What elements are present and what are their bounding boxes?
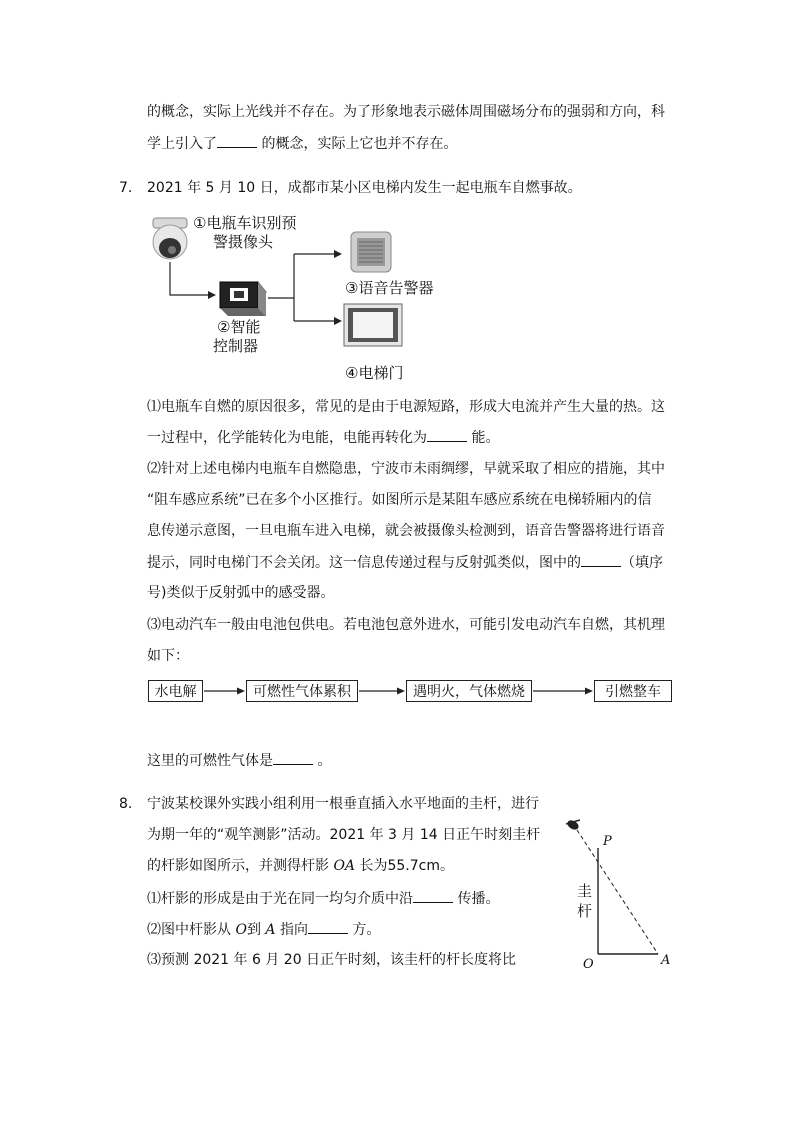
q7-part2-line4 bbox=[147, 552, 663, 573]
q8-part1 bbox=[147, 888, 499, 909]
flow-step-2: 可燃性气体累积 bbox=[246, 680, 358, 702]
q7-part3-line3 bbox=[147, 750, 331, 771]
top-line-2-post: 的概念，实际上它也并不存在。 bbox=[257, 136, 458, 152]
q7-part2-pre: 提示，同时电梯门不会关闭。这一信息传递过程与反射弧类似，图中的 bbox=[147, 555, 581, 571]
q8-var-oa: OA bbox=[333, 858, 356, 874]
q7-part3-pre: 这里的可燃性气体是 bbox=[147, 753, 273, 769]
q8-part1-post: 传播。 bbox=[453, 891, 500, 907]
q8-part2-c: 指向 bbox=[275, 922, 308, 938]
label-a: A bbox=[661, 953, 671, 968]
pole-label-1: 圭 bbox=[577, 882, 593, 900]
top-line-2 bbox=[147, 133, 457, 154]
answer-blank[interactable] bbox=[413, 888, 453, 903]
q7-part2-line2: “阻车感应系统”已在多个小区推行。如图所示是某阻车感应系统在电梯轿厢内的信 bbox=[147, 492, 652, 508]
label-door: ④电梯门 bbox=[345, 364, 404, 382]
q7-part1-post: 能。 bbox=[467, 430, 500, 446]
flow-step-3: 遇明火，气体燃烧 bbox=[406, 680, 532, 702]
question-8-number: 8. bbox=[119, 796, 133, 812]
answer-blank[interactable] bbox=[308, 919, 348, 934]
answer-blank[interactable] bbox=[427, 427, 467, 442]
q7-part2-line5: 号)类似于反射弧中的感受器。 bbox=[147, 585, 335, 601]
flow-arrow-2 bbox=[359, 688, 405, 695]
q7-part2-line1: ⑵针对上述电梯内电瓶车自燃隐患，宁波市未雨绸缪，早就采取了相应的措施，其中 bbox=[147, 461, 665, 477]
q7-part3-line2: 如下： bbox=[147, 648, 189, 664]
speaker-alarm-icon bbox=[351, 232, 391, 272]
q8-line2: 为期一年的“观竿测影”活动。2021 年 3 月 14 日正午时刻圭杆 bbox=[147, 827, 541, 843]
q8-var-a: A bbox=[265, 922, 276, 938]
q7-part3-post: 。 bbox=[313, 753, 332, 769]
elevator-door-icon bbox=[344, 304, 402, 346]
q7-part2-line3: 息传递示意图，一旦电瓶车进入电梯，就会被摄像头检测到，语音告警器将进行语音 bbox=[147, 523, 665, 539]
q8-part2 bbox=[147, 919, 380, 940]
q7-part1-line2 bbox=[147, 427, 499, 448]
question-7-number: 7. bbox=[119, 180, 133, 196]
q8-line3 bbox=[147, 856, 454, 876]
label-alarm: ③语音告警器 bbox=[345, 279, 434, 297]
q8-part2-d: 方。 bbox=[347, 922, 381, 938]
q8-var-o: O bbox=[235, 922, 247, 938]
flow-arrow-3 bbox=[533, 688, 593, 695]
q7-part3-line1: ⑶电动汽车一般由电池包供电。若电池包意外进水，可能引发电动汽车自燃，其机理 bbox=[147, 617, 665, 633]
answer-blank[interactable] bbox=[581, 552, 621, 567]
top-line-2-pre: 学上引入了 bbox=[147, 136, 217, 152]
flow-step-4: 引燃整车 bbox=[594, 680, 672, 702]
flow-arrow-1 bbox=[204, 688, 245, 695]
q8-line1: 宁波某校课外实践小组利用一根垂直插入水平地面的圭杆，进行 bbox=[147, 796, 539, 812]
answer-blank[interactable] bbox=[273, 750, 313, 765]
answer-blank[interactable] bbox=[217, 133, 257, 148]
question-7-stem: 2021 年 5 月 10 日，成都市某小区电梯内发生一起电瓶车自燃事故。 bbox=[147, 180, 582, 196]
flow-step-1: 水电解 bbox=[148, 680, 203, 702]
label-camera-1: ①电瓶车识别预 bbox=[193, 214, 297, 232]
label-controller-2: 控制器 bbox=[213, 337, 259, 355]
sun-icon bbox=[566, 819, 580, 832]
q8-part2-b: 到 bbox=[246, 922, 266, 938]
camera-icon bbox=[153, 218, 187, 259]
q8-line3-pre: 的杆影如图所示，并测得杆影 bbox=[147, 858, 334, 874]
q8-part2-a: ⑵图中杆影从 bbox=[147, 922, 236, 938]
q8-part1-pre: ⑴杆影的形成是由于光在同一均匀介质中沿 bbox=[147, 891, 413, 907]
top-line-1: 的概念，实际上光线并不存在。为了形象地表示磁体周围磁场分布的强弱和方向，科 bbox=[147, 104, 665, 120]
q7-part1-line1: ⑴电瓶车自燃的原因很多，常见的是由于电源短路，形成大电流并产生大量的热。这 bbox=[147, 399, 665, 415]
q7-part1-pre: 一过程中，化学能转化为电能，电能再转化为 bbox=[147, 430, 427, 446]
label-p: P bbox=[603, 834, 612, 849]
label-o: O bbox=[583, 957, 594, 972]
q7-part2-post: （填序 bbox=[621, 555, 663, 571]
q8-part3: ⑶预测 2021 年 6 月 20 日正午时刻，该圭杆的杆长度将比 bbox=[147, 952, 517, 968]
q8-line3-post: 长为55.7cm。 bbox=[355, 858, 455, 874]
pole-label-2: 杆 bbox=[577, 902, 593, 920]
label-controller-1: ②智能 bbox=[217, 318, 261, 336]
controller-icon bbox=[220, 282, 266, 316]
label-camera-2: 警摄像头 bbox=[213, 233, 274, 251]
